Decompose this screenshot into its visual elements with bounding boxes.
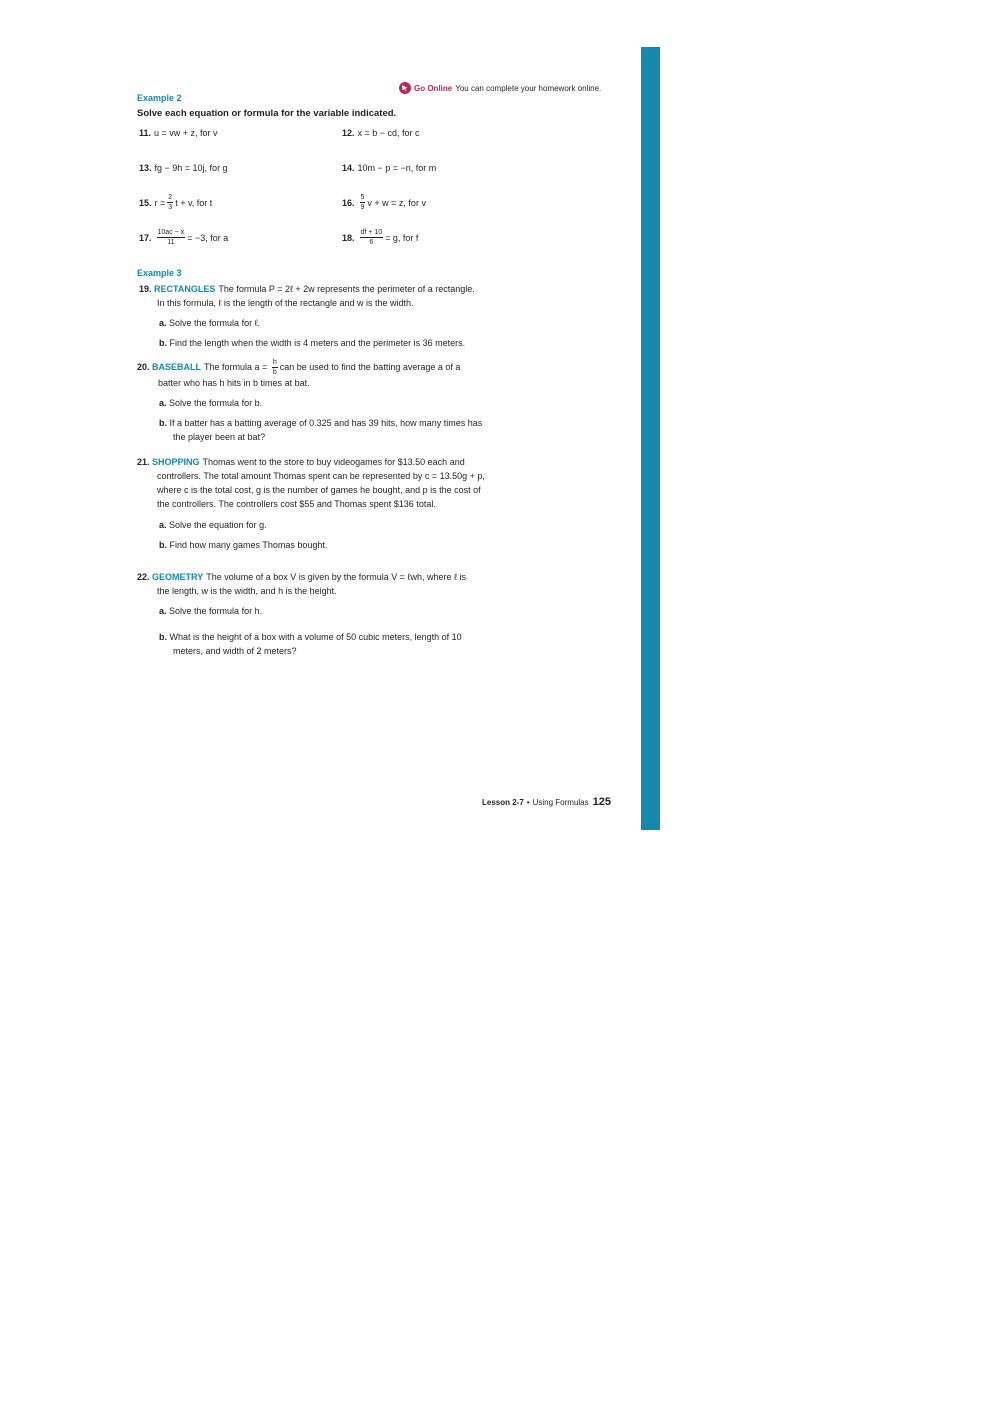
problem-21-part-a xyxy=(159,518,267,532)
exercise-text: 10m − p = −n, for m xyxy=(357,163,437,173)
exercise-12 xyxy=(342,128,420,138)
part-label: b. xyxy=(159,418,167,428)
part-text: Find how many games Thomas bought. xyxy=(169,540,328,550)
problem-line: The formula P = 2ℓ + 2w represents the perimeter of a rectangle. xyxy=(218,284,475,294)
lesson-title: Using Formulas xyxy=(532,798,589,807)
problem-keyword: GEOMETRY xyxy=(152,572,204,582)
part-text: If a batter has a batting average of 0.325 and has 39 hits, how many times has xyxy=(169,418,483,428)
problem-line: can be used to find the batting average a of a xyxy=(279,361,461,372)
numerator: 2 xyxy=(168,194,173,201)
page-number: 125 xyxy=(592,796,611,808)
problem-21 xyxy=(137,455,485,511)
problem-21-part-b xyxy=(159,538,327,552)
denominator: 3 xyxy=(168,204,173,211)
numerator: 10ac − x xyxy=(157,229,185,236)
exercise-number: 12. xyxy=(342,128,355,138)
fraction xyxy=(272,359,278,376)
problem-line: where c is the total cost, g is the number of games he bought, and p is the cost of xyxy=(157,485,481,495)
go-online-text: You can complete your homework online. xyxy=(455,83,602,93)
numerator: 5 xyxy=(360,194,365,201)
denominator: b xyxy=(272,369,277,376)
go-online-notice[interactable] xyxy=(399,82,601,94)
exercise-number: 17. xyxy=(139,232,152,243)
cursor-icon xyxy=(399,82,411,94)
exercise-11 xyxy=(139,128,218,138)
exercise-number: 15. xyxy=(139,197,152,208)
problem-19-part-b xyxy=(159,336,465,350)
problem-line: In this formula, ℓ is the length of the rectangle and w is the width. xyxy=(157,298,414,308)
fraction xyxy=(167,194,173,211)
exercise-number: 16. xyxy=(342,197,355,208)
lesson-number: Lesson 2-7 xyxy=(482,798,524,807)
exercise-17 xyxy=(139,229,228,246)
exercise-text: fg − 9h = 10j, for g xyxy=(154,163,228,173)
exercise-14 xyxy=(342,163,436,173)
denominator: 9 xyxy=(360,204,365,211)
part-text: Solve the equation for g. xyxy=(169,520,267,530)
problem-line: the controllers. The controllers cost $55 and Thomas spent $136 total. xyxy=(157,499,436,509)
problem-line: the length, w is the width, and h is the height. xyxy=(157,586,337,596)
problem-line: Thomas went to the store to buy videogames for $13.50 each and xyxy=(202,457,465,467)
problem-22-part-a xyxy=(159,604,262,618)
exercise-text-post: = −3, for a xyxy=(187,232,229,243)
numerator: df + 10 xyxy=(360,229,383,236)
problem-number: 19. xyxy=(139,284,152,294)
denominator: 11 xyxy=(167,239,175,246)
part-text: Solve the formula for h. xyxy=(169,606,263,616)
fraction xyxy=(360,194,366,211)
part-text: Solve the formula for b. xyxy=(169,398,263,408)
exercise-13 xyxy=(139,163,228,173)
exercise-text-post: t + v, for t xyxy=(175,197,213,208)
part-label: a. xyxy=(159,606,167,616)
problem-line: The formula a = xyxy=(204,361,270,372)
exercise-text-post: = g, for f xyxy=(385,232,419,243)
exercise-16 xyxy=(342,194,426,211)
exercise-text-post: v + w = z, for v xyxy=(367,197,426,208)
problem-number: 20. xyxy=(137,361,150,372)
footer-separator: • xyxy=(526,798,530,807)
exercise-18 xyxy=(342,229,418,246)
part-text: Solve the formula for ℓ. xyxy=(169,318,260,328)
example-3-heading: Example 3 xyxy=(137,268,182,278)
problem-19 xyxy=(139,282,475,310)
part-text: meters, and width of 2 meters? xyxy=(173,646,297,656)
problem-line: batter who has h hits in b times at bat. xyxy=(158,378,310,388)
denominator: 6 xyxy=(369,239,374,246)
page-footer xyxy=(482,796,611,808)
exercise-text: u = vw + z, for v xyxy=(154,128,218,138)
problem-22-part-b xyxy=(159,630,462,658)
numerator: h xyxy=(272,359,277,366)
part-label: b. xyxy=(159,540,167,550)
part-label: b. xyxy=(159,632,167,642)
exercise-text-pre: r = xyxy=(154,197,166,208)
problem-19-part-a xyxy=(159,316,260,330)
fraction xyxy=(157,229,186,246)
exercise-number: 14. xyxy=(342,163,355,173)
problem-22 xyxy=(137,570,466,598)
exercise-number: 18. xyxy=(342,232,355,243)
side-color-band xyxy=(641,47,660,830)
instructions: Solve each equation or formula for the variable indicated. xyxy=(137,108,397,119)
problem-number: 22. xyxy=(137,572,150,582)
exercise-text: x = b − cd, for c xyxy=(357,128,420,138)
problem-20-part-a xyxy=(159,396,262,410)
problem-keyword: RECTANGLES xyxy=(154,284,216,294)
part-label: b. xyxy=(159,338,167,348)
part-text: the player been at bat? xyxy=(173,432,266,442)
exercise-15 xyxy=(139,194,212,211)
problem-20-part-b xyxy=(159,416,482,444)
problem-20 xyxy=(137,359,460,390)
part-text: Find the length when the width is 4 meters and the perimeter is 36 meters. xyxy=(169,338,466,348)
problem-keyword: BASEBALL xyxy=(152,361,202,372)
exercise-number: 11. xyxy=(139,128,152,138)
part-label: a. xyxy=(159,398,167,408)
exercise-number: 13. xyxy=(139,163,152,173)
problem-number: 21. xyxy=(137,457,150,467)
part-label: a. xyxy=(159,318,167,328)
problem-line: controllers. The total amount Thomas spent can be represented by c = 13.50g + p, xyxy=(157,471,485,481)
fraction xyxy=(360,229,384,246)
problem-keyword: SHOPPING xyxy=(152,457,200,467)
problem-line: The volume of a box V is given by the formula V = ℓwh, where ℓ is xyxy=(206,572,466,582)
part-text: What is the height of a box with a volume of 50 cubic meters, length of 10 xyxy=(169,632,462,642)
go-online-label: Go Online xyxy=(414,83,453,93)
example-2-heading: Example 2 xyxy=(137,93,182,103)
part-label: a. xyxy=(159,520,167,530)
